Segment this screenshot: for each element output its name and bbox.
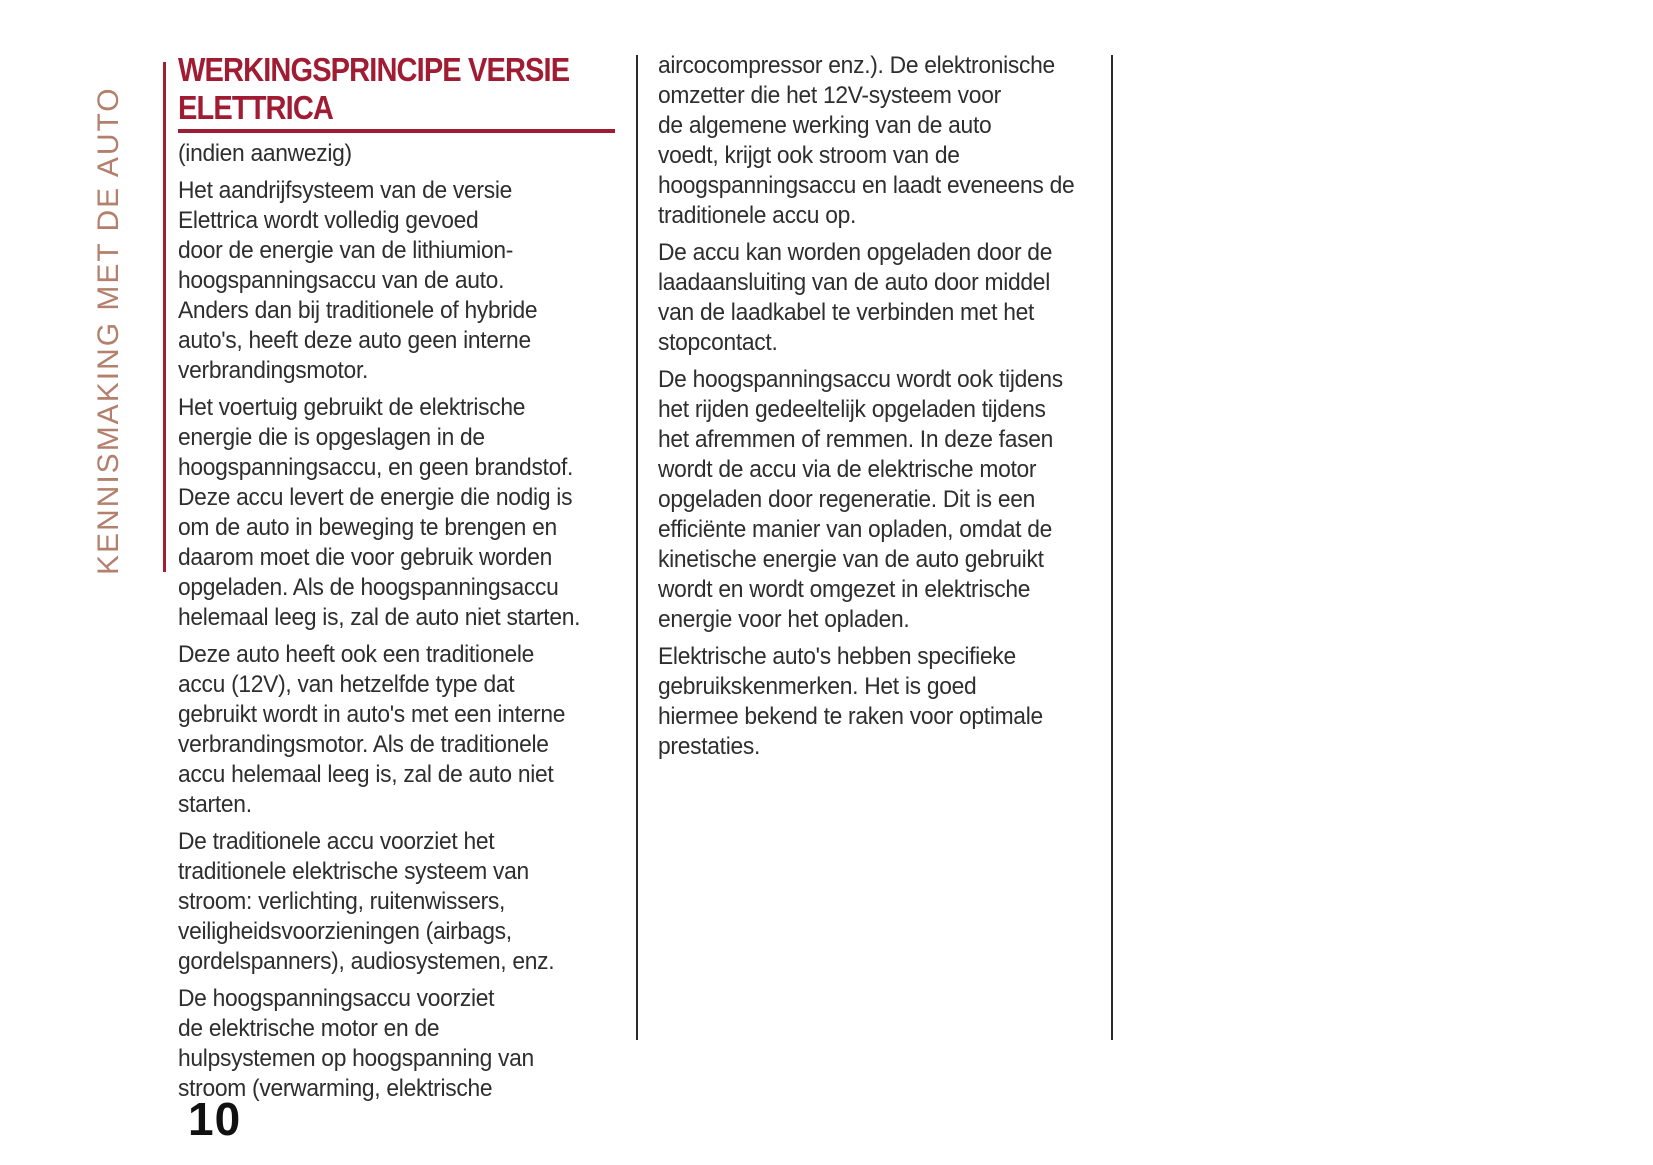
text-line: Deze auto heeft ook een traditionele (178, 641, 535, 668)
text-line: daarom moet die voor gebruik worden (178, 544, 553, 571)
text-line: prestaties. (658, 733, 761, 760)
paragraph (178, 393, 615, 633)
text-line: efficiënte manier van opladen, omdat de (658, 516, 1053, 543)
text-line: het afremmen of remmen. In deze fasen (658, 426, 1053, 453)
chapter-sidebar-label: KENNISMAKING MET DE AUTO (92, 86, 125, 575)
text-line: hiermee bekend te raken voor optimale (658, 703, 1043, 730)
text-line: De hoogspanningsaccu voorziet (178, 985, 495, 1012)
paragraph (658, 238, 1095, 358)
text-line: Het aandrijfsysteem van de versie (178, 177, 513, 204)
text-line: accu helemaal leeg is, zal de auto niet (178, 761, 554, 788)
paragraph (658, 365, 1095, 635)
text-line: van de laadkabel te verbinden met het (658, 299, 1035, 326)
text-line: de algemene werking van de auto (658, 112, 992, 139)
text-line: hoogspanningsaccu en laadt eveneens de (658, 172, 1075, 199)
text-line: om de auto in beweging te brengen en (178, 514, 557, 541)
text-line: wordt en wordt omgezet in elektrische (658, 576, 1031, 603)
text-line: De hoogspanningsaccu wordt ook tijdens (658, 366, 1063, 393)
text-line: helemaal leeg is, zal de auto niet starten. (178, 604, 581, 631)
page-number: 10 (188, 1093, 242, 1145)
article-title-line1: WERKINGSPRINCIPE VERSIE (178, 51, 570, 88)
text-line: omzetter die het 12V-systeem voor (658, 82, 1001, 109)
text-line: hulpsystemen op hoogspanning van (178, 1045, 534, 1072)
text-line: aircocompressor enz.). De elektronische (658, 52, 1055, 79)
paragraph (178, 176, 615, 386)
text-line: gebruikt wordt in auto's met een interne (178, 701, 566, 728)
paragraph (178, 139, 615, 169)
text-line: Deze accu levert de energie die nodig is (178, 484, 573, 511)
sidebar-vertical-rule (163, 62, 166, 572)
text-line: hoogspanningsaccu, en geen brandstof. (178, 454, 574, 481)
text-line: voedt, krijgt ook stroom van de (658, 142, 960, 169)
text-line: stroom: verlichting, ruitenwissers, (178, 888, 506, 915)
text-line: Elettrica wordt volledig gevoed (178, 207, 479, 234)
article-title-line2: ELETTRICA (178, 89, 334, 126)
text-line: accu (12V), van hetzelfde type dat (178, 671, 515, 698)
text-line: laadaansluiting van de auto door middel (658, 269, 1050, 296)
title-underline-rule (178, 129, 615, 133)
text-line: Anders dan bij traditionele of hybride (178, 297, 538, 324)
text-line: gordelspanners), audiosystemen, enz. (178, 948, 555, 975)
text-line: (indien aanwezig) (178, 140, 352, 167)
text-line: starten. (178, 791, 252, 818)
column-divider-right (1111, 55, 1113, 1040)
text-line: De traditionele accu voorziet het (178, 828, 495, 855)
paragraph (658, 642, 1095, 762)
text-line: wordt de accu via de elektrische motor (658, 456, 1037, 483)
text-line: opgeladen door regeneratie. Dit is een (658, 486, 1036, 513)
text-line: De accu kan worden opgeladen door de (658, 239, 1053, 266)
text-line: traditionele elektrische systeem van (178, 858, 529, 885)
text-line: het rijden gedeeltelijk opgeladen tijdens (658, 396, 1046, 423)
text-line: traditionele accu op. (658, 202, 857, 229)
text-line: verbrandingsmotor. Als de traditionele (178, 731, 549, 758)
text-line: stopcontact. (658, 329, 778, 356)
text-line: Het voertuig gebruikt de elektrische (178, 394, 526, 421)
text-line: auto's, heeft deze auto geen interne (178, 327, 531, 354)
text-line: veiligheidsvoorzieningen (airbags, (178, 918, 512, 945)
paragraph (178, 984, 615, 1104)
text-line: verbrandingsmotor. (178, 357, 369, 384)
text-line: opgeladen. Als de hoogspanningsaccu (178, 574, 559, 601)
text-line: kinetische energie van de auto gebruikt (658, 546, 1044, 573)
paragraph (658, 51, 1095, 231)
text-line: stroom (verwarming, elektrische (178, 1075, 493, 1102)
article-title (178, 51, 569, 127)
text-line: door de energie van de lithiumion- (178, 237, 514, 264)
text-line: energie die is opgeslagen in de (178, 424, 485, 451)
text-line: Elektrische auto's hebben specifieke (658, 643, 1016, 670)
paragraph (178, 827, 615, 977)
text-line: de elektrische motor en de (178, 1015, 440, 1042)
text-line: energie voor het opladen. (658, 606, 910, 633)
text-line: gebruikskenmerken. Het is goed (658, 673, 977, 700)
text-column-right (658, 51, 1095, 769)
column-divider-left (636, 55, 638, 1040)
paragraph (178, 640, 615, 820)
text-column-left (178, 139, 615, 1111)
text-line: hoogspanningsaccu van de auto. (178, 267, 505, 294)
